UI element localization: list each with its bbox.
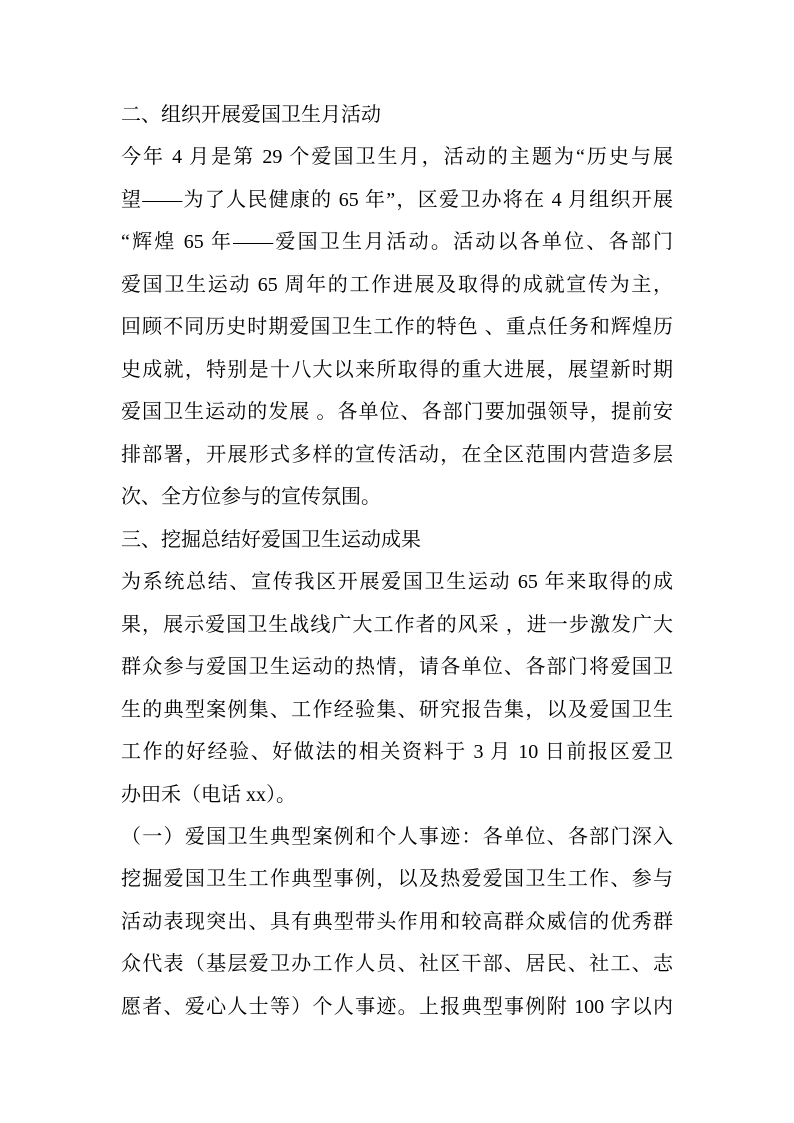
- body-line: 愿者、爱心人士等）个人事迹。上报典型事例附 100 字以内: [121, 995, 673, 1018]
- body-line: 次、全方位参与的宣传氛围。: [121, 486, 381, 509]
- body-line: 生的典型案例集、工作经验集、研究报告集，以及爱国卫生: [121, 698, 673, 721]
- body-line: （一）爱国卫生典型案例和个人事迹：各单位、各部门深入: [121, 825, 673, 848]
- body-line: 果，展示爱国卫生战线广大工作者的风采 ，进一步激发广大: [121, 613, 673, 636]
- section-heading: 二、组织开展爱国卫生月活动: [121, 104, 381, 126]
- body-line: 今年 4 月是第 29 个爱国卫生月，活动的主题为“历史与展: [121, 146, 673, 169]
- body-line: 众代表（基层爱卫办工作人员、社区干部、居民、社工、志: [121, 953, 673, 976]
- body-line: 史成就，特别是十八大以来所取得的重大进展，展望新时期: [121, 358, 673, 381]
- body-line: 排部署，开展形式多样的宣传活动，在全区范围内营造多层: [121, 443, 673, 466]
- body-line: 工作的好经验、好做法的相关资料于 3 月 10 日前报区爱卫: [121, 741, 673, 764]
- body-line: 挖掘爱国卫生工作典型事例，以及热爱爱国卫生工作、参与: [121, 868, 673, 891]
- section-heading: 三、挖掘总结好爱国卫生运动成果: [121, 528, 421, 551]
- body-line: 群众参与爱国卫生运动的热情，请各单位、各部门将爱国卫: [121, 656, 673, 679]
- document-body: [121, 94, 673, 1028]
- body-line: 活动表现突出、具有典型带头作用和较高群众威信的优秀群: [121, 910, 673, 933]
- body-line: 望——为了人民健康的 65 年”，区爱卫办将在 4 月组织开展: [121, 188, 673, 211]
- body-line: 为系统总结、宣传我区开展爱国卫生运动 65 年来取得的成: [121, 571, 673, 594]
- body-line: “辉煌 65 年——爱国卫生月活动。活动以各单位、各部门: [121, 231, 673, 254]
- body-line: 办田禾（电话 xx）。: [121, 783, 296, 806]
- body-line: 回顾不同历史时期爱国卫生工作的特色 、重点任务和辉煌历: [121, 316, 673, 339]
- body-line: 爱国卫生运动 65 周年的工作进展及取得的成就宣传为主，: [121, 273, 673, 296]
- body-line: 爱国卫生运动的发展 。各单位、各部门要加强领导，提前安: [121, 401, 673, 424]
